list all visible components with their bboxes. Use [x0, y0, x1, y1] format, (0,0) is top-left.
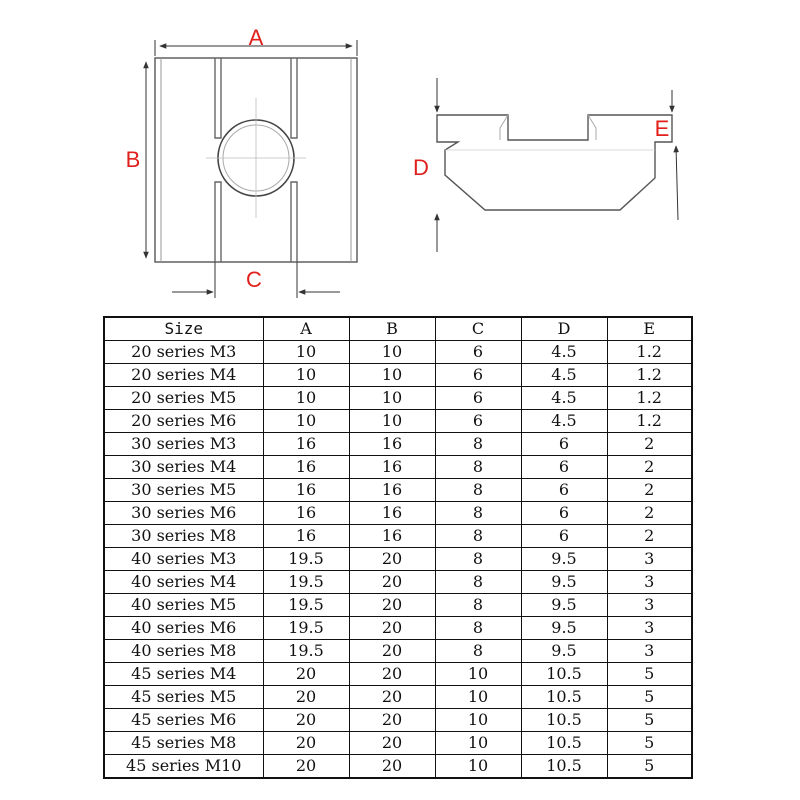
cell-c: 8 [435, 617, 521, 640]
cell-e: 3 [607, 548, 692, 571]
cell-b: 10 [349, 364, 435, 387]
cell-c: 6 [435, 364, 521, 387]
top-view [155, 58, 357, 262]
table-row [104, 732, 692, 755]
table-row [104, 502, 692, 525]
label-a: A [248, 25, 264, 50]
cell-a: 16 [263, 433, 349, 456]
cell-b: 20 [349, 755, 435, 779]
cell-a: 19.5 [263, 617, 349, 640]
cell-e: 1.2 [607, 410, 692, 433]
table-row [104, 525, 692, 548]
technical-drawing [0, 0, 800, 310]
header-d: D [521, 317, 607, 341]
cell-size: 30 series M5 [104, 479, 263, 502]
table-row [104, 571, 692, 594]
cell-size: 45 series M6 [104, 709, 263, 732]
side-profile [437, 115, 672, 210]
table-row [104, 364, 692, 387]
table-body [104, 341, 692, 779]
cell-c: 8 [435, 548, 521, 571]
cell-a: 10 [263, 387, 349, 410]
cell-c: 6 [435, 410, 521, 433]
cell-c: 10 [435, 732, 521, 755]
cell-e: 5 [607, 663, 692, 686]
header-e: E [607, 317, 692, 341]
cell-c: 8 [435, 640, 521, 663]
header-b: B [349, 317, 435, 341]
header-row [104, 317, 692, 341]
cell-e: 3 [607, 571, 692, 594]
cell-b: 10 [349, 410, 435, 433]
cell-c: 6 [435, 387, 521, 410]
table-row [104, 479, 692, 502]
cell-d: 6 [521, 456, 607, 479]
cell-a: 19.5 [263, 571, 349, 594]
cell-d: 9.5 [521, 548, 607, 571]
cell-d: 9.5 [521, 640, 607, 663]
cell-d: 6 [521, 479, 607, 502]
spec-table [103, 316, 693, 779]
table-row [104, 341, 692, 364]
cell-e: 3 [607, 640, 692, 663]
cell-d: 4.5 [521, 364, 607, 387]
cell-a: 16 [263, 456, 349, 479]
cell-size: 40 series M6 [104, 617, 263, 640]
cell-size: 30 series M3 [104, 433, 263, 456]
cell-a: 20 [263, 686, 349, 709]
header-a: A [263, 317, 349, 341]
cell-size: 20 series M5 [104, 387, 263, 410]
cell-e: 1.2 [607, 341, 692, 364]
cell-b: 16 [349, 479, 435, 502]
table-row [104, 548, 692, 571]
cell-b: 20 [349, 732, 435, 755]
cell-e: 2 [607, 479, 692, 502]
cell-size: 40 series M4 [104, 571, 263, 594]
table-row [104, 410, 692, 433]
cell-size: 40 series M8 [104, 640, 263, 663]
side-view [437, 115, 672, 210]
cell-a: 10 [263, 410, 349, 433]
table-row [104, 594, 692, 617]
header-size: Size [104, 317, 263, 341]
table-row [104, 755, 692, 779]
cell-d: 10.5 [521, 709, 607, 732]
cell-c: 8 [435, 594, 521, 617]
label-c: C [246, 267, 262, 292]
cell-e: 5 [607, 755, 692, 779]
cell-d: 10.5 [521, 686, 607, 709]
cell-c: 8 [435, 479, 521, 502]
cell-size: 45 series M4 [104, 663, 263, 686]
cell-size: 20 series M4 [104, 364, 263, 387]
cell-a: 10 [263, 364, 349, 387]
cell-d: 9.5 [521, 571, 607, 594]
cell-d: 10.5 [521, 755, 607, 779]
cell-size: 40 series M5 [104, 594, 263, 617]
cell-e: 5 [607, 709, 692, 732]
cell-a: 16 [263, 502, 349, 525]
cell-b: 20 [349, 594, 435, 617]
cell-d: 6 [521, 502, 607, 525]
cell-a: 20 [263, 755, 349, 779]
cell-b: 20 [349, 617, 435, 640]
cell-size: 45 series M8 [104, 732, 263, 755]
cell-b: 20 [349, 548, 435, 571]
cell-d: 10.5 [521, 663, 607, 686]
cell-e: 3 [607, 617, 692, 640]
cell-b: 10 [349, 341, 435, 364]
cell-e: 5 [607, 732, 692, 755]
cell-a: 19.5 [263, 640, 349, 663]
cell-d: 6 [521, 525, 607, 548]
cell-b: 20 [349, 571, 435, 594]
cell-c: 10 [435, 709, 521, 732]
cell-e: 1.2 [607, 387, 692, 410]
cell-b: 20 [349, 640, 435, 663]
cell-d: 4.5 [521, 410, 607, 433]
cell-d: 10.5 [521, 732, 607, 755]
cell-d: 4.5 [521, 341, 607, 364]
cell-b: 20 [349, 686, 435, 709]
cell-b: 16 [349, 433, 435, 456]
cell-size: 30 series M8 [104, 525, 263, 548]
cell-size: 40 series M3 [104, 548, 263, 571]
cell-c: 10 [435, 686, 521, 709]
cell-e: 3 [607, 594, 692, 617]
cell-b: 20 [349, 663, 435, 686]
cell-a: 10 [263, 341, 349, 364]
table-row [104, 640, 692, 663]
cell-b: 16 [349, 456, 435, 479]
cell-e: 1.2 [607, 364, 692, 387]
cell-c: 8 [435, 456, 521, 479]
table-row [104, 663, 692, 686]
cell-d: 9.5 [521, 594, 607, 617]
cell-a: 16 [263, 479, 349, 502]
cell-c: 6 [435, 341, 521, 364]
cell-a: 20 [263, 663, 349, 686]
table-row [104, 686, 692, 709]
cell-c: 10 [435, 663, 521, 686]
cell-d: 4.5 [521, 387, 607, 410]
header-c: C [435, 317, 521, 341]
label-d: D [413, 155, 429, 180]
cell-e: 5 [607, 686, 692, 709]
cell-d: 6 [521, 433, 607, 456]
cell-b: 16 [349, 525, 435, 548]
cell-b: 16 [349, 502, 435, 525]
cell-size: 30 series M6 [104, 502, 263, 525]
label-e: E [654, 116, 670, 141]
cell-b: 10 [349, 387, 435, 410]
cell-a: 19.5 [263, 594, 349, 617]
cell-size: 20 series M6 [104, 410, 263, 433]
cell-size: 20 series M3 [104, 341, 263, 364]
cell-c: 8 [435, 571, 521, 594]
cell-c: 8 [435, 525, 521, 548]
cell-b: 20 [349, 709, 435, 732]
cell-e: 2 [607, 433, 692, 456]
table-row [104, 456, 692, 479]
cell-e: 2 [607, 502, 692, 525]
cell-c: 10 [435, 755, 521, 779]
cell-d: 9.5 [521, 617, 607, 640]
dimension-e [672, 90, 678, 220]
cell-size: 45 series M10 [104, 755, 263, 779]
table-row [104, 709, 692, 732]
cell-size: 30 series M4 [104, 456, 263, 479]
cell-a: 19.5 [263, 548, 349, 571]
cell-a: 20 [263, 732, 349, 755]
cell-e: 2 [607, 525, 692, 548]
cell-e: 2 [607, 456, 692, 479]
cell-a: 20 [263, 709, 349, 732]
cell-size: 45 series M5 [104, 686, 263, 709]
cell-c: 8 [435, 502, 521, 525]
label-b: B [125, 147, 141, 172]
table-row [104, 617, 692, 640]
table-row [104, 387, 692, 410]
table-row [104, 433, 692, 456]
cell-a: 16 [263, 525, 349, 548]
cell-c: 8 [435, 433, 521, 456]
